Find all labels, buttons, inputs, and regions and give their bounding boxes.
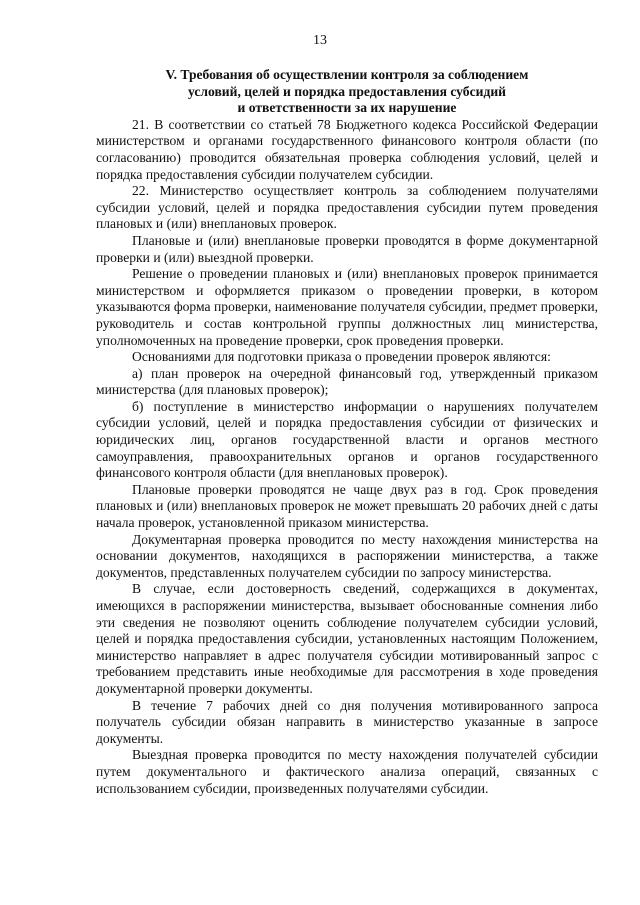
page-number: 13	[313, 33, 327, 48]
section-heading	[96, 67, 598, 117]
section-heading-line: условий, целей и порядка предоставления субсидий	[187, 83, 507, 99]
paragraph: Основаниями для подготовки приказа о проведении проверок являются:	[132, 349, 551, 365]
paragraph: Решение о проведении плановых и (или) внеплановых проверок принимается министерством и оформляется приказом о проведении проверки, в котором указываются форма проверки, наименование получателя субсидии, предмет проверки, руководитель и состав контрольной группы должностных лиц министерства, уполномоченных на проведение проверки, срок проведения проверки.	[96, 266, 598, 348]
paragraph: Документарная проверка проводится по месту нахождения министерства на основании документов, находящихся в распоряжении министерства, а также документов, представленных получателем субсидии по запросу министерства.	[96, 531, 598, 580]
section-heading-line: V. Требования об осуществлении контроля за соблюдением	[165, 67, 529, 82]
paragraph: Плановые проверки проводятся не чаще двух раз в год. Срок проведения плановых и (или) внеплановых проверок не может превышать 20 рабочих дней с даты начала проверок, установленной приказом министерства.	[96, 481, 598, 531]
paragraph: В течение 7 рабочих дней со дня получения мотивированного запроса получатель субсидии обязан направить в министерство указанные в запросе документы.	[96, 697, 598, 746]
paragraph: Выездная проверка проводится по месту нахождения получателей субсидии путем документального и фактического анализа операций, связанных с использованием субсидии, произведенных получателями субсидии.	[96, 747, 598, 796]
section-text	[96, 117, 598, 797]
paragraph-22: 22. Министерство осуществляет контроль за соблюдением получателями субсидии условий, целей и порядка предоставления субсидии путем проведения плановых и (или) внеплановых проверок.	[96, 183, 598, 232]
list-item-a: а) план проверок на очередной финансовый год, утвержденный приказом министерства (для плановых проверок);	[96, 365, 598, 398]
paragraph: Плановые и (или) внеплановые проверки проводятся в форме документарной проверки и (или) выездной проверки.	[96, 232, 598, 265]
section-heading-line: и ответственности за их нарушение	[237, 100, 457, 116]
document-body	[96, 67, 598, 797]
list-item-b: б) поступление в министерство информации о нарушениях получателем субсидии условий, целей и порядка предоставления субсидии от физических и юридических лиц, органов государственной власти и органов местного самоуправления, правоохранительных органов и органов государственного финансового контроля области (для внеплановых проверок).	[96, 398, 598, 481]
paragraph: В случае, если достоверность сведений, содержащихся в документах, имеющихся в распоряжении министерства, вызывает обоснованные сомнения либо эти сведения не позволяют оценить соблюдение получателем субсидии условий, целей и порядка предоставления субсидии, установленных настоящим Положением, министерство направляет в адрес получателя субсидии мотивированный запрос с требованием представить иные необходимые для рассмотрения в ходе проведения документарной проверки документы.	[96, 581, 598, 696]
paragraph-21: 21. В соответствии со статьей 78 Бюджетного кодекса Российской Федерации министерством и органами государственного финансового контроля области (по согласованию) проводится обязательная проверка соблюдения условий, целей и порядка предоставления субсидии получателем субсидии.	[96, 116, 598, 182]
